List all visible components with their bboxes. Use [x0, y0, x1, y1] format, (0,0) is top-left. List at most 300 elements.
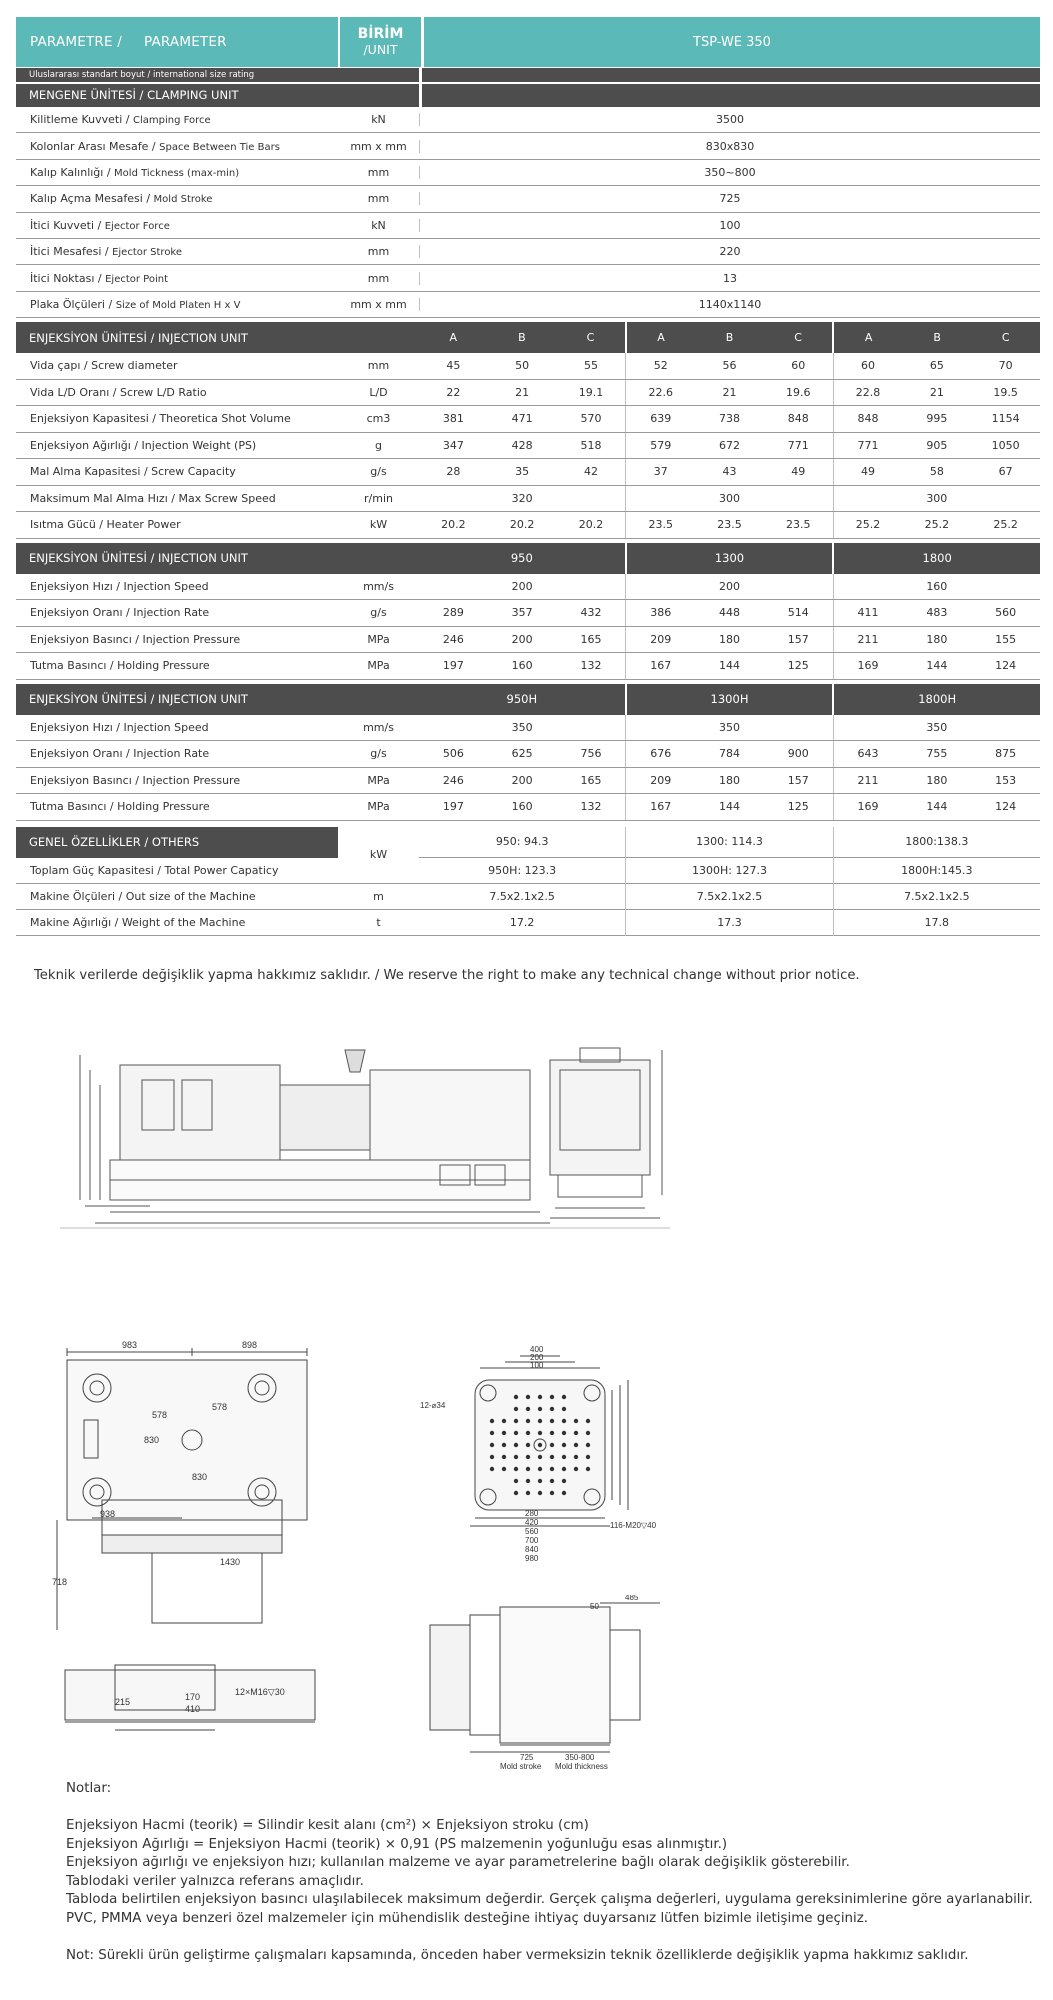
- param-label: [16, 113, 338, 126]
- table-row: [16, 715, 1040, 742]
- platen-hole: [514, 1419, 518, 1423]
- table-row: [16, 213, 1040, 239]
- value-cell: 60: [861, 359, 876, 373]
- others-title: GENEL ÖZELLİKLER / OTHERS: [16, 827, 338, 858]
- power-value-a: 1800:138.3: [834, 827, 1040, 858]
- value-cell: 848: [857, 412, 879, 426]
- platen-hole: [562, 1443, 566, 1447]
- table-row: [16, 353, 1040, 380]
- weight-value: 17.3: [626, 910, 832, 936]
- note-line: Enjeksiyon Ağırlığı = Enjeksiyon Hacmi (teorik) × 0,91 (PS malzemenin yoğunluğu esas alınmıştır.): [66, 1836, 728, 1852]
- header-unit: [340, 17, 421, 67]
- value-cell: 58: [929, 465, 944, 479]
- value-group: [625, 741, 832, 767]
- disclaimer-text: Teknik verilerde değişiklik yapma hakkımız saklıdır. / We reserve the right to make any technical change without prior notice.: [34, 968, 860, 983]
- table-row: [16, 459, 1040, 486]
- platen-hole: [514, 1443, 518, 1447]
- value-cell: 160: [511, 800, 533, 814]
- label-mold-stroke: Mold stroke: [500, 1762, 542, 1770]
- platen-hole: [490, 1443, 494, 1447]
- value-cell: 180: [926, 773, 948, 787]
- injection3-title: ENJEKSİYON ÜNİTESİ / INJECTION UNIT: [29, 692, 248, 707]
- value-group: [625, 627, 832, 653]
- value-cell: 506: [442, 747, 464, 761]
- inj3-group-3: [832, 684, 1040, 715]
- unit-cell: kN: [371, 113, 386, 127]
- dim-725: 725: [520, 1753, 534, 1762]
- value-cell: 220: [419, 245, 1040, 258]
- value-group: [419, 433, 625, 459]
- platen-hole: [574, 1419, 578, 1423]
- col-label: A: [864, 331, 873, 345]
- param-label-tr: İtici Kuvveti /: [30, 218, 105, 232]
- group-label: 950: [510, 551, 533, 566]
- value-group: [625, 794, 832, 820]
- injection-section-1-header: [16, 322, 1040, 353]
- param-label: [16, 219, 338, 232]
- param-label: [16, 166, 338, 179]
- platen-hole: [574, 1467, 578, 1471]
- platen-hole: [490, 1419, 494, 1423]
- power-value-a: 950: 94.3: [419, 827, 625, 858]
- value-group: [419, 627, 625, 653]
- value-cell: 19.6: [786, 385, 811, 399]
- value-cell: 289: [442, 606, 464, 620]
- value-cell: 209: [650, 773, 672, 787]
- value-group: [625, 768, 832, 794]
- value-group: [833, 768, 1040, 794]
- header-unit-tr: BİRİM: [357, 26, 404, 42]
- value-cell: 165: [580, 632, 602, 646]
- value-cell: 165: [580, 773, 602, 787]
- value-cell: 25.2: [993, 518, 1018, 532]
- value-cell: 125: [787, 800, 809, 814]
- param-label: [16, 272, 338, 285]
- table-row: [16, 107, 1040, 133]
- value-cell: 25.2: [855, 518, 881, 532]
- value-cell: 28: [446, 465, 461, 479]
- param-label-tr: İtici Noktası /: [30, 271, 106, 285]
- unit-cell: mm x mm: [350, 297, 407, 311]
- inj3-group-2: [625, 684, 833, 715]
- dim-170: 170: [185, 1692, 201, 1702]
- value-cell: 518: [580, 438, 602, 452]
- value-group: [419, 653, 625, 679]
- unit-cell: mm x mm: [350, 139, 407, 153]
- group-label: 1800H: [918, 692, 957, 707]
- table-header: [16, 17, 1040, 67]
- header-param-tr: PARAMETRE /: [30, 34, 122, 50]
- inj3-group-1: [419, 684, 625, 715]
- value-cell: 830x830: [419, 140, 1040, 153]
- param-label: Tutma Basıncı / Holding Pressure: [30, 659, 210, 673]
- merged-value-cell: 200: [718, 579, 740, 593]
- value-cell: 19.1: [578, 385, 604, 399]
- table-row: [16, 794, 1040, 821]
- unit-cell: g/s: [370, 606, 387, 620]
- merged-value-cell: 160: [926, 579, 948, 593]
- others-labels: [16, 827, 338, 936]
- injection3-rows: [16, 715, 1040, 821]
- unit-cell: mm/s: [363, 579, 394, 593]
- platen-hole: [562, 1491, 566, 1495]
- param-label: Maksimum Mal Alma Hızı / Max Screw Speed: [30, 491, 276, 505]
- inj2-group-1: [419, 543, 625, 574]
- param-label: [16, 245, 338, 258]
- table-row: [16, 265, 1040, 291]
- param-label-tr: İtici Mesafesi /: [30, 245, 113, 259]
- value-cell: 875: [995, 747, 1017, 761]
- value-cell: 60: [791, 359, 806, 373]
- value-group: [419, 353, 625, 379]
- value-cell: 55: [583, 359, 598, 373]
- value-cell: 1050: [991, 438, 1020, 452]
- others-units: [338, 827, 419, 936]
- param-label-en: Ejector Point: [105, 273, 168, 285]
- value-cell: 432: [580, 606, 602, 620]
- dim-578b: 578: [212, 1402, 228, 1412]
- unit-cell: MPa: [367, 800, 390, 814]
- merged-value-cell: 350: [926, 720, 948, 734]
- param-label-en: Mold Tickness (max-min): [114, 167, 240, 179]
- notes-list: [66, 1817, 1033, 1928]
- platen-hole: [502, 1467, 506, 1471]
- dim-350-800: 350-800: [565, 1753, 595, 1762]
- value-group: [625, 600, 832, 626]
- platen-hole: [550, 1395, 554, 1399]
- unit-cell: mm: [367, 359, 390, 373]
- value-cell: 42: [583, 465, 598, 479]
- platen-hole: [550, 1479, 554, 1483]
- dim-830a: 830: [144, 1435, 160, 1445]
- subheader-fill: [422, 68, 1040, 82]
- value-group: [833, 794, 1040, 820]
- value-cell: 570: [580, 412, 602, 426]
- value-cell: 144: [719, 659, 740, 673]
- platen-hole: [526, 1395, 530, 1399]
- size-unit: m: [338, 884, 419, 910]
- param-label-en: Size of Mold Platen H x V: [115, 299, 241, 311]
- value-cell: 169: [857, 800, 879, 814]
- unit-cell: mm: [367, 245, 390, 259]
- value-cell: 157: [787, 632, 809, 646]
- dim-1430: 1430: [220, 1557, 241, 1567]
- platen-hole: [538, 1491, 542, 1495]
- table-row: [16, 741, 1040, 768]
- value-cell: 155: [995, 632, 1017, 646]
- value-cell: 639: [650, 412, 672, 426]
- value-cell: 52: [653, 359, 668, 373]
- value-group: [833, 715, 1040, 741]
- value-group: [419, 600, 625, 626]
- value-cell: 771: [787, 438, 809, 452]
- param-label: [16, 298, 338, 311]
- injection1-title: ENJEKSİYON ÜNİTESİ / INJECTION UNIT: [29, 330, 248, 345]
- unit-cell: mm/s: [363, 720, 394, 734]
- table-row: [16, 292, 1040, 318]
- value-cell: 471: [511, 412, 533, 426]
- platen-hole: [514, 1395, 518, 1399]
- dim-938: 938: [100, 1509, 116, 1519]
- value-cell: 771: [857, 438, 879, 452]
- col-label: C: [586, 331, 595, 345]
- platen-hole: [586, 1467, 590, 1471]
- platen-hole: [514, 1467, 518, 1471]
- value-cell: 70: [998, 359, 1013, 373]
- merged-value-cell: 200: [511, 579, 533, 593]
- platen-hole: [526, 1443, 530, 1447]
- value-cell: 560: [995, 606, 1017, 620]
- merged-value-cell: 350: [511, 720, 533, 734]
- value-group: [833, 600, 1040, 626]
- param-label-en: Mold Stroke: [153, 194, 213, 206]
- param-label-en: Space Between Tie Bars: [159, 141, 280, 153]
- dim-840: 840: [525, 1545, 539, 1554]
- value-cell: 167: [650, 800, 672, 814]
- platen-hole: [550, 1431, 554, 1435]
- value-cell: 756: [580, 747, 602, 761]
- note-line: Enjeksiyon Hacmi (teorik) = Silindir kesit alanı (cm²) × Enjeksiyon stroku (cm): [66, 1818, 589, 1833]
- platen-hole: [502, 1431, 506, 1435]
- platen-hole: [514, 1455, 518, 1459]
- platen-hole: [574, 1443, 578, 1447]
- table-row: [16, 627, 1040, 654]
- value-cell: 160: [511, 659, 533, 673]
- platen-hole: [586, 1431, 590, 1435]
- power-value-b: 1800H:145.3: [834, 858, 1040, 884]
- value-group: [833, 512, 1040, 538]
- value-cell: 124: [995, 659, 1017, 673]
- dim-12-m16: 12×M16▽30: [235, 1687, 285, 1697]
- value-group: [833, 406, 1040, 432]
- value-cell: 1154: [991, 412, 1020, 426]
- platen-hole: [502, 1443, 506, 1447]
- value-cell: 22: [446, 385, 461, 399]
- param-label: Enjeksiyon Oranı / Injection Rate: [30, 747, 210, 761]
- machine-size-label: Makine Ölçüleri / Out size of the Machine: [16, 884, 338, 910]
- value-group: [419, 741, 625, 767]
- col-label: C: [1001, 331, 1010, 345]
- col-label: A: [449, 331, 458, 345]
- param-label: Enjeksiyon Basıncı / Injection Pressure: [30, 632, 241, 646]
- value-group: [833, 353, 1040, 379]
- col-label: A: [657, 331, 665, 345]
- value-cell: 350~800: [419, 166, 1040, 179]
- value-group: [419, 794, 625, 820]
- value-cell: 132: [580, 659, 602, 673]
- others-column: [419, 827, 625, 936]
- value-cell: 25.2: [924, 518, 950, 532]
- unit-cell: mm: [367, 192, 390, 206]
- dim-410: 410: [185, 1704, 201, 1714]
- unit-cell: g: [375, 438, 382, 452]
- value-cell: 144: [926, 800, 948, 814]
- platen-hole: [586, 1419, 590, 1423]
- platen-hole: [490, 1431, 494, 1435]
- platen-hole: [562, 1467, 566, 1471]
- weight-unit: t: [338, 910, 419, 936]
- dim-200: 200: [530, 1353, 544, 1362]
- param-label: Isıtma Gücü / Heater Power: [30, 518, 181, 532]
- value-cell: 211: [857, 632, 879, 646]
- dim-700: 700: [525, 1536, 539, 1545]
- dim-830b: 830: [192, 1472, 208, 1482]
- value-cell: 197: [442, 800, 464, 814]
- unit-cell: r/min: [364, 491, 393, 505]
- dim-420: 420: [525, 1518, 539, 1527]
- value-group: [833, 380, 1040, 406]
- value-cell: 180: [719, 632, 740, 646]
- others-column: [833, 827, 1040, 936]
- value-cell: 20.2: [509, 518, 535, 532]
- injection1-rows: [16, 353, 1040, 539]
- size-value: 7.5x2.1x2.5: [626, 884, 832, 910]
- value-cell: 43: [722, 465, 737, 479]
- value-cell: 169: [857, 659, 879, 673]
- col-label: B: [725, 331, 734, 345]
- value-cell: 35: [515, 465, 530, 479]
- unit-cell: MPa: [367, 773, 390, 787]
- dim-980: 980: [525, 1554, 539, 1563]
- value-cell: 197: [442, 659, 464, 673]
- inj1-group-3: [832, 322, 1040, 353]
- value-cell: 67: [998, 465, 1013, 479]
- merged-value-cell: 320: [511, 491, 533, 505]
- unit-cell: kN: [371, 218, 386, 232]
- dim-578a: 578: [152, 1410, 168, 1420]
- value-cell: 125: [787, 659, 809, 673]
- platen-hole: [538, 1467, 542, 1471]
- platen-hole: [526, 1479, 530, 1483]
- clamping-fill: [422, 84, 1040, 107]
- value-group: [833, 459, 1040, 485]
- platen-hole: [526, 1491, 530, 1495]
- header-parameter: [16, 17, 338, 67]
- value-group: [833, 741, 1040, 767]
- value-cell: 21: [929, 385, 944, 399]
- value-group: [625, 715, 832, 741]
- platen-hole: [550, 1491, 554, 1495]
- clamping-rows: [16, 107, 1040, 318]
- inj2-group-3: [832, 543, 1040, 574]
- unit-cell: g/s: [370, 465, 387, 479]
- value-cell: 246: [442, 773, 464, 787]
- table-row: [16, 186, 1040, 212]
- platen-hole: [574, 1431, 578, 1435]
- subheader-bar: [16, 68, 1040, 82]
- value-cell: 448: [719, 606, 740, 620]
- value-cell: 579: [650, 438, 672, 452]
- table-row: [16, 406, 1040, 433]
- table-row: [16, 600, 1040, 627]
- value-cell: 738: [719, 412, 740, 426]
- platen-hole: [550, 1407, 554, 1411]
- dim-12-holes: 12-⌀34: [420, 1401, 446, 1410]
- platen-hole-pattern-drawing: [420, 1340, 670, 1580]
- platen-hole: [586, 1443, 590, 1447]
- value-group: [833, 574, 1040, 600]
- param-label: Enjeksiyon Ağırlığı / Injection Weight (PS): [30, 438, 257, 452]
- note-line: Enjeksiyon ağırlığı ve enjeksiyon hızı; kullanılan malzeme ve ayar parametrelerine bağlı olarak değişiklik gösterebilir.: [66, 1855, 850, 1870]
- value-group: [833, 653, 1040, 679]
- value-cell: 23.5: [648, 518, 673, 532]
- value-group: [833, 486, 1040, 512]
- value-group: [625, 653, 832, 679]
- clamping-title: MENGENE ÜNİTESİ / CLAMPING UNIT: [16, 84, 419, 107]
- param-label: Vida L/D Oranı / Screw L/D Ratio: [30, 385, 207, 399]
- value-group: [625, 406, 832, 432]
- power-value-b: 950H: 123.3: [419, 858, 625, 884]
- platen-hole: [562, 1395, 566, 1399]
- value-cell: 755: [926, 747, 948, 761]
- value-cell: 381: [442, 412, 464, 426]
- param-label-tr: Kolonlar Arası Mesafe /: [30, 139, 160, 153]
- platen-hole: [490, 1467, 494, 1471]
- table-row: [16, 653, 1040, 680]
- value-cell: 144: [719, 800, 740, 814]
- col-label: C: [794, 331, 802, 345]
- group-label: 1300H: [710, 692, 749, 707]
- value-cell: 211: [857, 773, 879, 787]
- value-cell: 200: [511, 773, 533, 787]
- table-row: [16, 486, 1040, 513]
- spec-table: [16, 17, 1040, 936]
- unit-cell: mm: [367, 271, 390, 285]
- platen-hole: [514, 1407, 518, 1411]
- table-row: [16, 380, 1040, 407]
- platen-hole: [538, 1479, 542, 1483]
- injection-section-3-header: [16, 684, 1040, 715]
- value-group: [625, 512, 832, 538]
- platen-hole: [538, 1443, 542, 1447]
- group-label: 950H: [506, 692, 538, 707]
- value-group: [419, 715, 625, 741]
- value-cell: 13: [419, 272, 1040, 285]
- param-label-tr: Plaka Ölçüleri /: [30, 297, 116, 311]
- value-cell: 45: [446, 359, 461, 373]
- value-cell: 144: [926, 659, 948, 673]
- table-row: [16, 574, 1040, 601]
- param-label-tr: Kilitleme Kuvveti /: [30, 113, 133, 127]
- param-label: Enjeksiyon Basıncı / Injection Pressure: [30, 773, 241, 787]
- note-line: PVC, PMMA veya benzeri özel malzemeler için mühendislik desteğine ihtiyaç duyarsanız lütfen bizimle iletişime geçiniz.: [66, 1910, 869, 1926]
- value-cell: 1140x1140: [419, 298, 1040, 311]
- dim-50: 50: [590, 1602, 599, 1611]
- weight-value: 17.8: [834, 910, 1040, 936]
- value-cell: 625: [511, 747, 533, 761]
- value-group: [419, 768, 625, 794]
- platen-hole: [514, 1431, 518, 1435]
- platen-hole: [526, 1419, 530, 1423]
- mold-stroke-drawing: [420, 1595, 670, 1770]
- col-label: B: [933, 331, 941, 345]
- platen-hole: [502, 1455, 506, 1459]
- param-label: Tutma Basıncı / Holding Pressure: [30, 800, 210, 814]
- injection2-title: ENJEKSİYON ÜNİTESİ / INJECTION UNIT: [29, 551, 248, 566]
- value-cell: 37: [653, 465, 668, 479]
- param-label-en: Clamping Force: [133, 115, 211, 127]
- platen-hole: [526, 1431, 530, 1435]
- value-cell: 22.6: [648, 385, 673, 399]
- inj2-group-2: [625, 543, 833, 574]
- value-cell: 157: [787, 773, 809, 787]
- value-cell: 428: [511, 438, 533, 452]
- platen-hole: [514, 1479, 518, 1483]
- dim-116-m20: 116-M20▽40: [610, 1521, 657, 1530]
- value-group: [833, 433, 1040, 459]
- value-group: [625, 353, 832, 379]
- value-cell: 676: [650, 747, 672, 761]
